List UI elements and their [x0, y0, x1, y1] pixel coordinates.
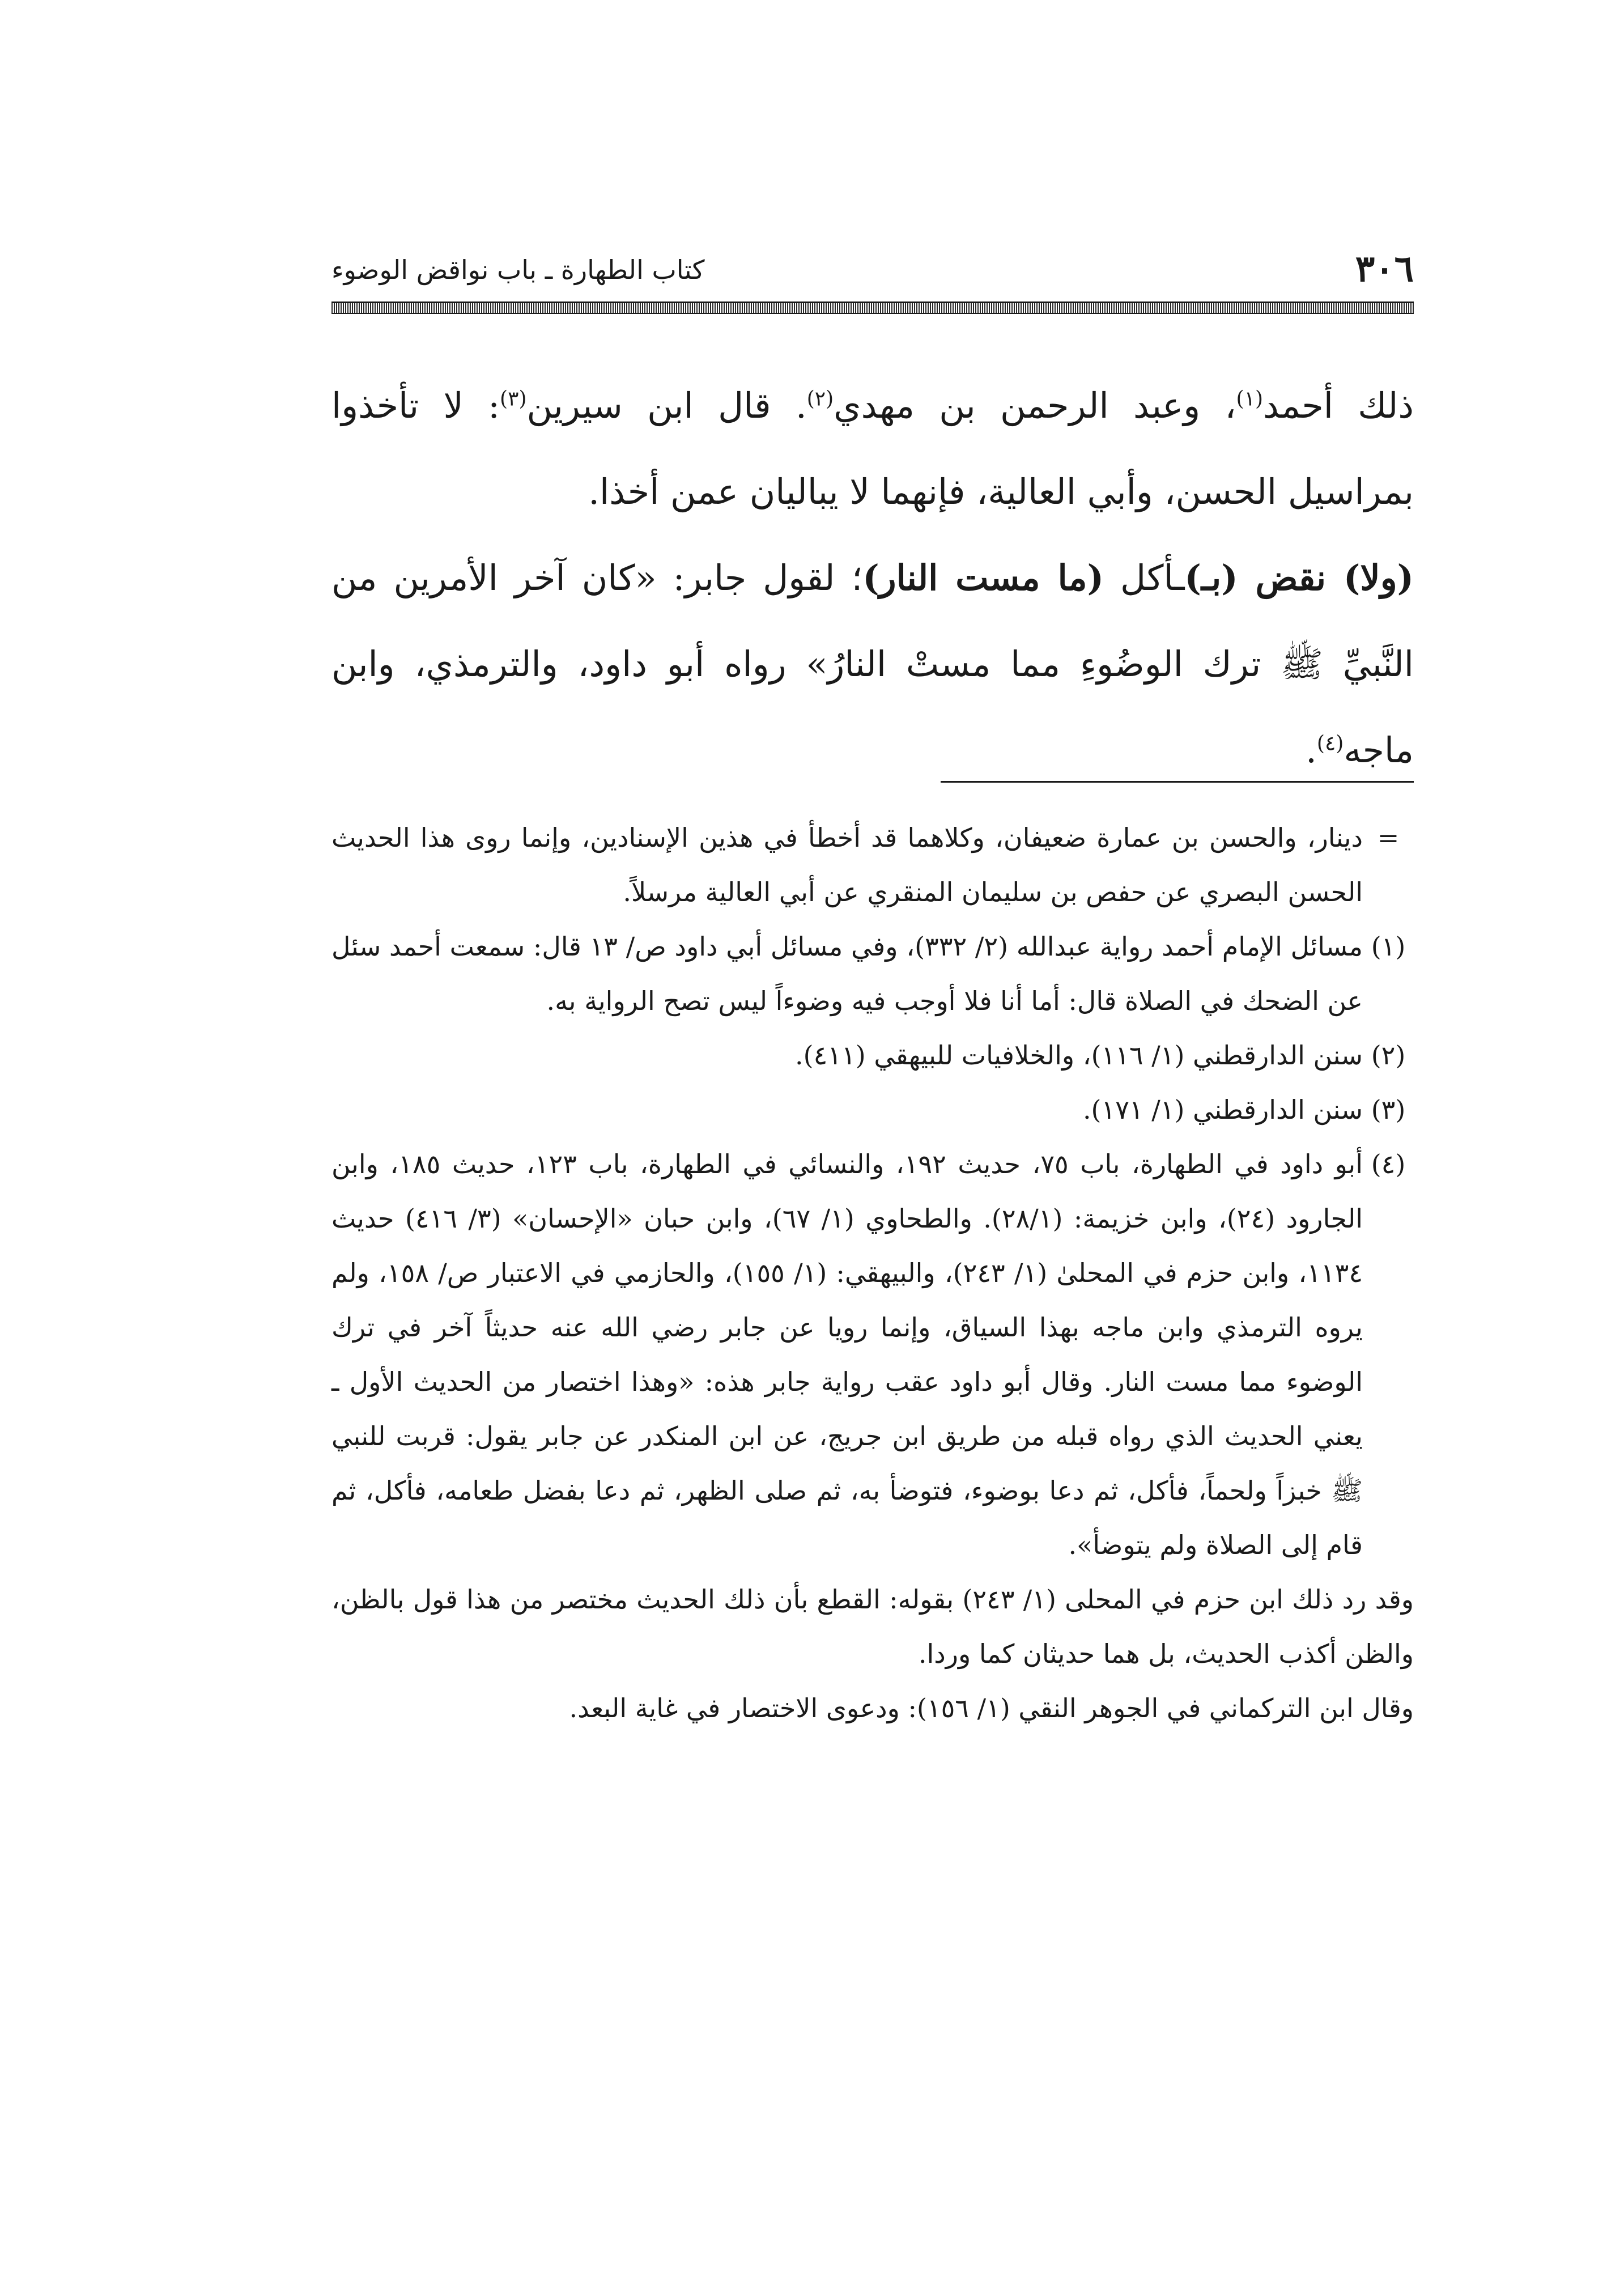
- main-paragraph-1: ذلك أحمد$^{(١)}$، وعبد الرحمن بن مهدي$^{(٢)}$. قال ابن سيرين$^{(٣)}$: لا تأخذوا بمراسيل الحسن، وأبي العالية، فإنهما لا يباليان عمن أخذا.: [331, 385, 1414, 512]
- footnote-separator: [941, 781, 1414, 783]
- footnote-ref: (٣): [500, 387, 527, 411]
- footnote-marker: (٢): [1371, 1040, 1406, 1071]
- page-number: ٣٠٦: [1355, 248, 1414, 290]
- footnote-4: [331, 1137, 1414, 1572]
- footnote-marker: (٤): [1371, 1149, 1406, 1179]
- footnote-1: [331, 919, 1414, 1028]
- footnote-text: دينار، والحسن بن عمارة ضعيفان، وكلاهما قد أخطأ في هذين الإسنادين، وإنما روى هذا الحديث الحسن البصري عن حفص بن سليمان المنقري عن أبي العالية مرسلاً.: [331, 822, 1363, 907]
- footnote-ref: (١): [1236, 387, 1263, 411]
- footnote-note-2: وقال ابن التركماني في الجوهر النقي (١/ ١٥٦): ودعوى الاختصار في غاية البعد.: [569, 1693, 1414, 1723]
- matn-text: (ولا) نقض (بـ): [1184, 557, 1414, 598]
- footnote-ref: (٢): [806, 387, 834, 411]
- footnote-2: [331, 1028, 1414, 1082]
- main-paragraph-2: (ولا) نقض (بـ)ـأكل (ما مست النار)؛ لقول جابر: «كان آخر الأمرين من النَّبيِّ ﷺ ترك الوضُوءِ مما مستْ النارُ» رواه أبو داود، والترمذي، وابن ماجه$^{(٤)}$.: [331, 557, 1414, 771]
- footnote-marker: (٣): [1371, 1094, 1406, 1125]
- header-rule: [331, 302, 1414, 314]
- footnote-text: مسائل الإمام أحمد رواية عبدالله (٢/ ٣٣٢)، وفي مسائل أبي داود ص/ ١٣ قال: سمعت أحمد سئل عن الضحك في الصلاة قال: أما أنا فلا أوجب فيه وضوءاً ليس تصح الرواية به.: [331, 931, 1363, 1016]
- page-header: [331, 249, 1414, 289]
- footnote-text: سنن الدارقطني (١/ ١١٦)، والخلافيات للبيهقي (٤١١).: [795, 1040, 1363, 1071]
- footnote-3: [331, 1082, 1414, 1137]
- footnote-ref: (٤): [1316, 732, 1344, 755]
- footnote-note-1: وقد رد ذلك ابن حزم في المحلى (١/ ٢٤٣) بقوله: القطع بأن ذلك الحديث مختصر من هذا قول بالظن، والظن أكذب الحديث، بل هما حديثان كما وردا.: [331, 1584, 1414, 1669]
- footnote-marker: =: [1377, 822, 1400, 853]
- matn-text: (ما مست النار): [862, 557, 1104, 598]
- main-text: [331, 363, 1414, 793]
- footnotes: [331, 810, 1414, 1735]
- footnote-text: أبو داود في الطهارة، باب ٧٥، حديث ١٩٢، والنسائي في الطهارة، باب ١٢٣، حديث ١٨٥، وابن الجارود (٢٤)، وابن خزيمة: (٢٨/١). والطحاوي (١/ ٦٧)، وابن حبان «الإحسان» (٣/ ٤١٦) حديث ١١٣٤، وابن حزم في المحلىٰ (١/ ٢٤٣)، والبيهقي: (١/ ١٥٥)، والحازمي في الاعتبار ص/ ١٥٨، ولم يروه الترمذي وابن ماجه بهذا السياق، وإنما رويا عن جابر رضي الله عنه حديثاً آخر في ترك الوضوء مما مست النار. وقال أبو داود عقب رواية جابر هذه: «وهذا اختصار من الحديث الأول ـ يعني الحديث الذي رواه قبله من طريق ابن جريج، عن ابن المنكدر عن جابر يقول: قربت للنبي ﷺ خبزاً ولحماً، فأكل، ثم دعا بوضوء، فتوضأ به، ثم صلى الظهر، ثم دعا بفضل طعامه، فأكل، ثم قام إلى الصلاة ولم يتوضأ».: [331, 1149, 1363, 1560]
- footnote-text: سنن الدارقطني (١/ ١٧١).: [1082, 1094, 1363, 1125]
- footnote-continuation: [331, 810, 1414, 919]
- running-head: كتاب الطهارة ـ باب نواقض الوضوء: [331, 254, 705, 285]
- footnote-marker: (١): [1371, 931, 1406, 962]
